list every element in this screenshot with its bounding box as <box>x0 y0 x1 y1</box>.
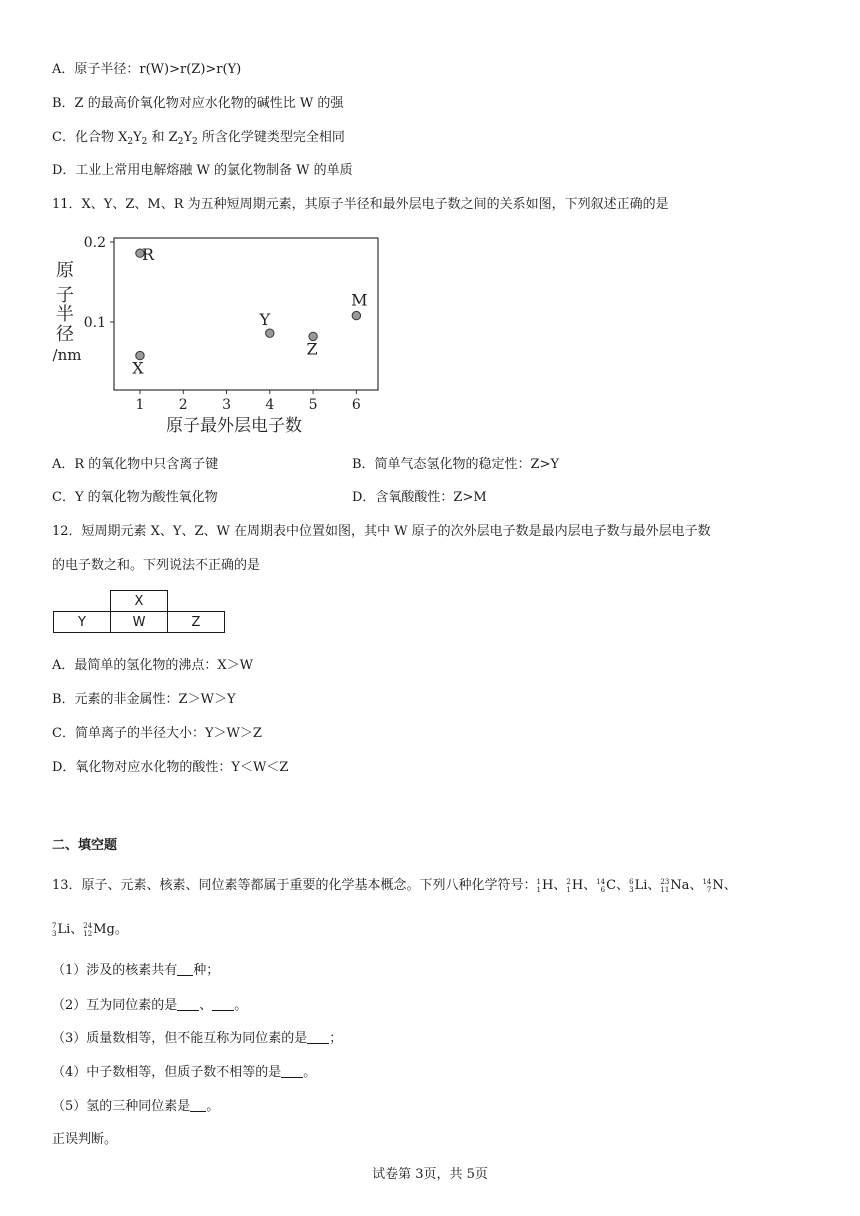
answer-blank[interactable] <box>190 1099 206 1112</box>
point-label: Z <box>306 339 318 359</box>
q11-option-d: D．含氧酸酸性：Z>M <box>352 490 487 505</box>
q13-stem: 13．原子、元素、核素、同位素等都属于重要的化学基本概念。下列八种化学符号： 1 1 H、 2 1 H、 14 6 C、 6 3 Li、 23 11 Na、 14 7 N、 <box>52 877 737 894</box>
x-axis-label: 原子最外层电子数 <box>166 416 302 436</box>
q13-part1: （1）涉及的核素共有 种； <box>52 963 220 978</box>
answer-blank[interactable] <box>212 998 234 1011</box>
cell-y: Y <box>54 612 111 633</box>
radius-scatter-chart <box>50 226 390 441</box>
q12-option-c: C．简单离子的半径大小：Y＞W＞Z <box>52 726 262 741</box>
q10-option-a: A．原子半径：r(W)>r(Z)>r(Y) <box>52 62 242 77</box>
q13-part3: （3）质量数相等，但不能互称为同位素的是 ； <box>52 1031 343 1046</box>
answer-blank[interactable] <box>307 1031 329 1044</box>
q12-option-a: A．最简单的氢化物的沸点：X＞W <box>52 658 254 673</box>
nuclide-symbol: 24 12 Mg <box>83 921 115 938</box>
y-tick-label: 0.1 <box>83 315 106 331</box>
nuclide-symbol: 14 6 C <box>596 877 617 894</box>
q11-option-b: B．简单气态氢化物的稳定性：Z>Y <box>352 457 560 472</box>
x-tick-label: 5 <box>308 397 318 413</box>
nuclide-symbol: 1 1 H <box>536 877 554 894</box>
q12-option-d: D．氧化物对应水化物的酸性：Y＜W＜Z <box>52 760 289 775</box>
point-m <box>352 311 360 319</box>
point-label: M <box>351 290 368 310</box>
y-tick-label: 0.2 <box>83 235 106 251</box>
q13-stem-cont: 7 3 Li、 24 12 Mg。 <box>52 921 128 938</box>
page-footer: 试卷第 3页，共 5页 <box>372 1167 488 1182</box>
q11-stem: 11．X、Y、Z、M、R 为五种短周期元素，其原子半径和最外层电子数之间的关系如图，下列叙述正确的是 <box>52 197 669 212</box>
q12-stem-line1: 12．短周期元素 X、Y、Z、W 在周期表中位置如图，其中 W 原子的次外层电子数是最内层电子数与最外层电子数 <box>52 524 711 539</box>
y-axis-label: 径 <box>56 324 74 345</box>
q13-part2: （2）互为同位素的是 、 。 <box>52 998 248 1013</box>
nuclide-symbol: 2 1 H <box>566 877 584 894</box>
point-label: R <box>141 245 154 265</box>
answer-blank[interactable] <box>177 998 199 1011</box>
q10-option-b: B．Z 的最高价氧化物对应水化物的碱性比 W 的强 <box>52 96 344 111</box>
x-tick-label: 3 <box>222 397 231 413</box>
cell-w: W <box>111 612 168 633</box>
cell-x: X <box>111 591 168 612</box>
point-label: X <box>132 358 144 378</box>
cell-z: Z <box>168 612 225 633</box>
point-label: Y <box>259 310 271 330</box>
q13-part5: （5）氢的三种同位素是 。 <box>52 1099 220 1114</box>
point-y <box>266 329 274 337</box>
q12-option-b: B．元素的非金属性：Z＞W＞Y <box>52 692 236 707</box>
y-axis-label: 原 <box>56 260 74 281</box>
nuclide-symbol: 6 3 Li <box>629 877 648 894</box>
q10-option-d: D．工业上常用电解熔融 W 的氯化物制备 W 的单质 <box>52 163 353 178</box>
q13-part4: （4）中子数相等，但质子数不相等的是 。 <box>52 1065 317 1080</box>
nuclide-symbol: 7 3 Li <box>52 921 71 938</box>
x-tick-label: 2 <box>178 397 188 413</box>
answer-blank[interactable] <box>281 1065 303 1078</box>
answer-blank[interactable] <box>177 963 193 976</box>
nuclide-symbol: 14 7 N <box>702 877 724 894</box>
q12-stem-line2: 的电子数之和。下列说法不正确的是 <box>52 558 261 573</box>
q11-option-c: C．Y 的氧化物为酸性氧化物 <box>52 490 218 505</box>
y-axis-label: 半 <box>56 304 74 325</box>
q11-option-a: A．R 的氧化物中只含离子键 <box>52 457 219 472</box>
q10-option-c: C．化合物 $X_2Y_2$ 和 $Z_2Y_2$ 所含化学键类型完全相同 <box>52 130 345 147</box>
section-heading: 二、填空题 <box>52 838 118 853</box>
x-tick-label: 4 <box>265 397 275 413</box>
y-axis-label: /nm <box>52 346 82 364</box>
y-axis-label: 子 <box>56 285 74 306</box>
nuclide-symbol: 23 11 Na <box>660 877 690 894</box>
q13-tail: 正误判断。 <box>52 1132 118 1147</box>
x-tick-label: 6 <box>351 397 361 413</box>
periodic-table-fragment <box>53 590 225 633</box>
x-tick-label: 1 <box>135 397 145 413</box>
